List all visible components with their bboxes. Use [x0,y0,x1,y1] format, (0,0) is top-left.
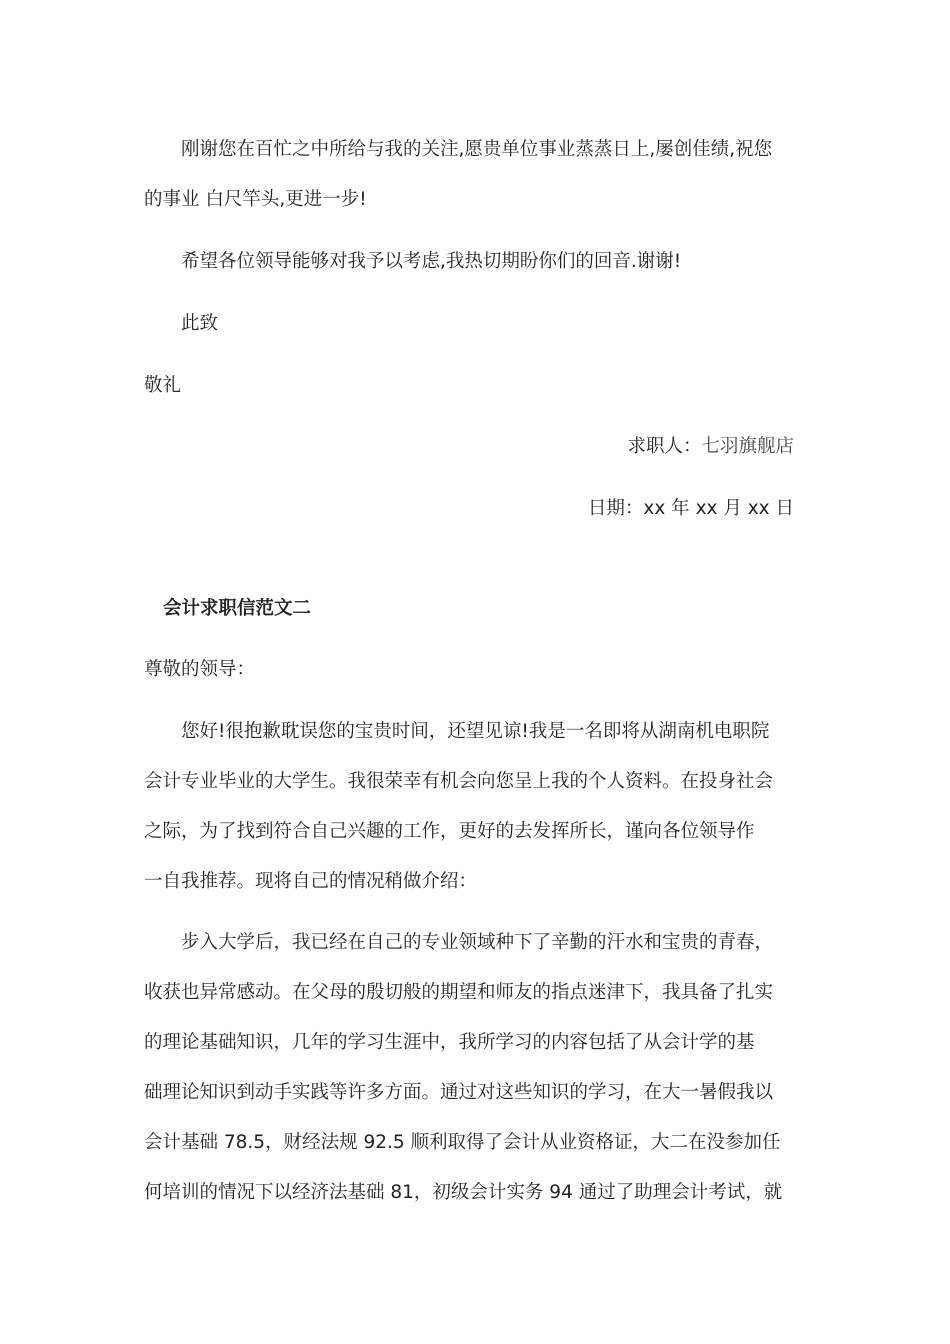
closing-phrase: 此致 [181,313,219,334]
signer-label: 求职人： [627,436,702,457]
paragraph-line: 的事业 白尺竿头,更进一步! [144,189,367,210]
section-heading: 会计求职信范文二 [163,598,312,619]
paragraph-line: 希望各位领导能够对我予以考虑,我热切期盼你们的回音.谢谢! [181,251,682,272]
paragraph-line: 会计专业毕业的大学生。我很荣幸有机会向您呈上我的个人资料。在投身社会 [144,771,774,792]
paragraph-line: 何培训的情况下以经济法基础 81，初级会计实务 94 通过了助理会计考试，就 [144,1182,783,1203]
salutation: 尊敬的领导： [144,659,256,680]
paragraph-line: 之际，为了找到符合自己兴趣的工作，更好的去发挥所长，谨向各位领导作 [144,821,755,842]
signer-line [627,434,794,460]
signer-name: 七羽旗舰店 [701,436,794,457]
paragraph-line: 的理论基础知识，几年的学习生涯中，我所学习的内容包括了从会计学的基 [144,1032,755,1053]
paragraph-line: 一自我推荐。现将自己的情况稍做介绍： [144,871,478,892]
paragraph-line: 会计基础 78.5，财经法规 92.5 顺利取得了会计从业资格证，大二在没参加任 [144,1132,781,1153]
paragraph-line: 础理论知识到动手实践等许多方面。通过对这些知识的学习，在大一暑假我以 [144,1082,774,1103]
paragraph-line: 步入大学后，我已经在自己的专业领域种下了辛勤的汗水和宝贵的青春， [181,932,774,953]
date-line: 日期：xx 年 xx 月 xx 日 [587,498,794,519]
paragraph-line: 您好!很抱歉耽误您的宝贵时间，还望见谅!我是一名即将从湖南机电职院 [181,721,770,742]
paragraph-line: 收获也异常感动。在父母的殷切般的期望和师友的指点迷津下，我具备了扎实 [144,982,774,1003]
paragraph-line: 刚谢您在百忙之中所给与我的关注,愿贵单位事业蒸蒸日上,屡创佳绩,祝您 [181,139,773,160]
closing-salute: 敬礼 [144,375,182,396]
